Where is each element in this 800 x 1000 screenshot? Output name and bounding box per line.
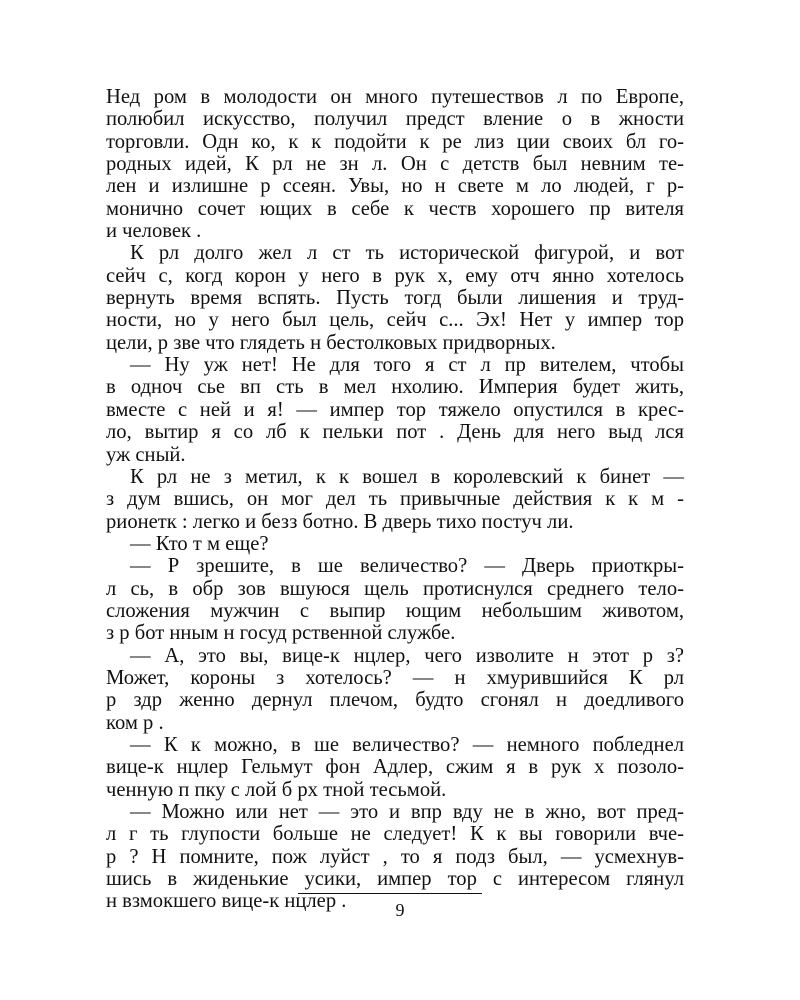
text-line: и человек . <box>106 220 202 243</box>
text-line: сейч с, когд корон у него в рук х, ему отч янно хотелось <box>106 264 684 287</box>
text-line: — К к можно, в ше величество? — немного побледнел <box>130 733 684 756</box>
text-line: ности, но у него был цель, сейч с... Эх! Нет у импер тор <box>106 309 684 332</box>
text-line: л г ть глупости больше не следует! К к вы говорили вче- <box>106 823 684 846</box>
text-line: вместе с ней и я! — импер тор тяжело опустился в крес- <box>106 398 684 421</box>
text-line: рионетк : легко и безз ботно. В дверь тихо постуч ли. <box>106 510 574 533</box>
footer-rule <box>298 893 482 894</box>
text-line: вице-к нцлер Гельмут фон Адлер, сжим я в рук х позоло- <box>106 756 684 779</box>
text-line: родных идей, К рл не зн л. Он с детств был невним те- <box>106 153 684 176</box>
text-line: — А, это вы, вице-к нцлер, чего изволите н этот р з? <box>130 644 684 667</box>
text-line: з р бот нным н госуд рственной службе. <box>106 622 456 645</box>
text-line: р ? Н помните, пож луйст , то я подз был, — усмехнув- <box>106 845 684 868</box>
text-line: р здр женно дернул плечом, будто сгонял н доедливого <box>106 689 684 712</box>
text-line: шись в жиденькие усики, импер тор с интересом глянул <box>106 868 684 891</box>
text-line: — Кто т м еще? <box>130 532 269 555</box>
text-line: ло, вытир я со лб к пельки пот . День для него выд лся <box>106 421 684 444</box>
text-line: — Можно или нет — это и впр вду не в жно, вот пред- <box>130 801 684 823</box>
text-line: К рл не з метил, к к вошел в королевский к бинет — <box>130 465 684 488</box>
page-text-body <box>106 86 684 913</box>
text-line: вернуть время вспять. Пусть тогд были лишения и труд- <box>106 287 684 310</box>
text-line: лен и излишне р ссеян. Увы, но н свете м ло людей, г р- <box>106 175 684 198</box>
text-line: сложения мужчин с выпир ющим небольшим животом, <box>106 599 684 622</box>
text-line: ком р . <box>106 711 164 734</box>
text-line: торговли. Одн ко, к к подойти к ре лиз ции своих бл го- <box>106 130 684 153</box>
text-line: в одноч сье вп сть в мел нхолию. Империя будет жить, <box>106 376 684 399</box>
text-line: — Р зрешите, в ше величество? — Дверь приоткры- <box>130 555 684 578</box>
text-line: Может, короны з хотелось? — н хмурившийся К рл <box>106 666 684 689</box>
text-line: ченную п пку с лой б рх тной тесьмой. <box>106 778 447 801</box>
text-line: монично сочет ющих в себе к честв хорошего пр вителя <box>106 197 684 220</box>
text-line: К рл долго жел л ст ть исторической фигурой, и вот <box>130 242 684 265</box>
page-number: 9 <box>395 900 405 920</box>
text-line: Нед ром в молодости он много путешествов л по Европе, <box>106 86 684 108</box>
text-line: полюбил искусство, получил предст вление о в жности <box>106 108 684 131</box>
text-line: цели, р зве что глядеть н бестолковых придворных. <box>106 331 556 354</box>
text-line: уж сный. <box>106 443 186 466</box>
text-line: н взмокшего вице-к нцлер . <box>106 890 347 913</box>
text-line: з дум вшись, он мог дел ть привычные действия к к м - <box>106 488 684 511</box>
text-line: — Ну уж нет! Не для того я ст л пр вителем, чтобы <box>130 354 684 377</box>
text-line: л сь, в обр зов вшуюся щель протиснулся среднего тело- <box>106 577 684 600</box>
